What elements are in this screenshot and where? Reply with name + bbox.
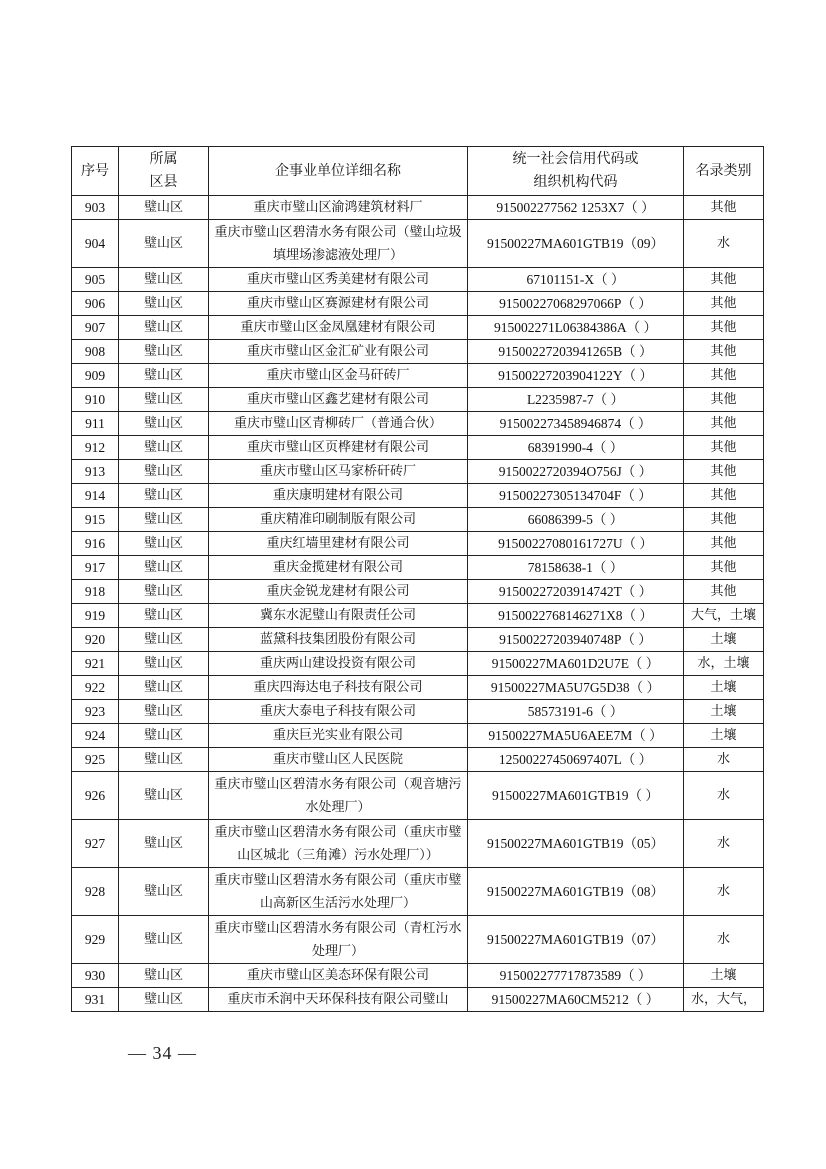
cell-code: 915002277717873589（ ） (468, 964, 684, 988)
cell-name: 重庆市璧山区青柳砖厂（普通合伙） (209, 412, 468, 436)
cell-county: 璧山区 (119, 676, 209, 700)
cell-name: 重庆金揽建材有限公司 (209, 556, 468, 580)
cell-code: 91500227MA601GTB19（08） (468, 868, 684, 916)
cell-no: 913 (72, 460, 119, 484)
cell-code: 91500227MA601GTB19（ ） (468, 772, 684, 820)
cell-no: 919 (72, 604, 119, 628)
cell-category: 其他 (684, 196, 764, 220)
cell-code: 915002277562 1253X7（ ） (468, 196, 684, 220)
cell-no: 915 (72, 508, 119, 532)
cell-name: 重庆两山建设投资有限公司 (209, 652, 468, 676)
cell-no: 909 (72, 364, 119, 388)
table-row (72, 556, 764, 580)
cell-county: 璧山区 (119, 964, 209, 988)
cell-county: 璧山区 (119, 316, 209, 340)
cell-county: 璧山区 (119, 580, 209, 604)
cell-category: 其他 (684, 388, 764, 412)
table-body (72, 196, 764, 1012)
cell-no: 925 (72, 748, 119, 772)
header-category: 名录类别 (684, 147, 764, 196)
cell-category: 水，土壤 (684, 652, 764, 676)
cell-category: 其他 (684, 316, 764, 340)
table-row (72, 436, 764, 460)
cell-name: 重庆市璧山区人民医院 (209, 748, 468, 772)
cell-category: 土壤 (684, 628, 764, 652)
cell-code: 68391990-4（ ） (468, 436, 684, 460)
cell-name: 重庆巨光实业有限公司 (209, 724, 468, 748)
cell-no: 908 (72, 340, 119, 364)
header-no: 序号 (72, 147, 119, 196)
page-number: — 34 — (128, 1043, 197, 1063)
cell-no: 929 (72, 916, 119, 964)
table-row (72, 220, 764, 268)
cell-code: 91500227080161727U（ ） (468, 532, 684, 556)
cell-category: 其他 (684, 556, 764, 580)
cell-category: 其他 (684, 268, 764, 292)
table-row (72, 820, 764, 868)
cell-name: 重庆市璧山区渝鸿建筑材料厂 (209, 196, 468, 220)
table-row (72, 772, 764, 820)
cell-name: 重庆康明建材有限公司 (209, 484, 468, 508)
header-row (72, 147, 764, 196)
header-code (468, 147, 684, 196)
cell-no: 903 (72, 196, 119, 220)
cell-county: 璧山区 (119, 220, 209, 268)
cell-code: 91500227203940748P（ ） (468, 628, 684, 652)
header-name: 企事业单位详细名称 (209, 147, 468, 196)
cell-name: 重庆市璧山区赛源建材有限公司 (209, 292, 468, 316)
cell-county: 璧山区 (119, 628, 209, 652)
table-row (72, 988, 764, 1012)
cell-name: 重庆市璧山区马家桥矸砖厂 (209, 460, 468, 484)
table-row (72, 868, 764, 916)
cell-category: 其他 (684, 508, 764, 532)
cell-no: 930 (72, 964, 119, 988)
cell-no: 928 (72, 868, 119, 916)
cell-code: 9150022720394O756J（ ） (468, 460, 684, 484)
table-row (72, 916, 764, 964)
cell-code: 91500227068297066P（ ） (468, 292, 684, 316)
cell-category: 其他 (684, 412, 764, 436)
cell-county: 璧山区 (119, 772, 209, 820)
cell-name: 冀东水泥璧山有限责任公司 (209, 604, 468, 628)
cell-county: 璧山区 (119, 868, 209, 916)
cell-name: 重庆市璧山区碧清水务有限公司（重庆市璧山高新区生活污水处理厂） (209, 868, 468, 916)
cell-no: 923 (72, 700, 119, 724)
cell-code: 91500227MA5U7G5D38（ ） (468, 676, 684, 700)
cell-name: 重庆市璧山区美态环保有限公司 (209, 964, 468, 988)
cell-name: 重庆市璧山区页桦建材有限公司 (209, 436, 468, 460)
cell-code: 91500227203904122Y（ ） (468, 364, 684, 388)
cell-county: 璧山区 (119, 700, 209, 724)
cell-name: 重庆红墙里建材有限公司 (209, 532, 468, 556)
cell-no: 906 (72, 292, 119, 316)
cell-name: 重庆市禾润中天环保科技有限公司璧山 (209, 988, 468, 1012)
cell-no: 927 (72, 820, 119, 868)
cell-category: 水 (684, 748, 764, 772)
cell-no: 916 (72, 532, 119, 556)
cell-no: 904 (72, 220, 119, 268)
table-row (72, 292, 764, 316)
table-row (72, 676, 764, 700)
table (71, 146, 764, 1012)
cell-county: 璧山区 (119, 724, 209, 748)
cell-code: 91500227203941265B（ ） (468, 340, 684, 364)
cell-no: 907 (72, 316, 119, 340)
cell-category: 其他 (684, 532, 764, 556)
cell-name: 重庆市璧山区金凤凰建材有限公司 (209, 316, 468, 340)
cell-county: 璧山区 (119, 508, 209, 532)
cell-no: 924 (72, 724, 119, 748)
cell-code: 915002273458946874（ ） (468, 412, 684, 436)
header-code-line1: 统一社会信用代码或 (512, 151, 639, 167)
cell-name: 重庆四海达电子科技有限公司 (209, 676, 468, 700)
cell-name: 重庆市璧山区金马矸砖厂 (209, 364, 468, 388)
cell-category: 其他 (684, 292, 764, 316)
header-county-line1: 所属 (149, 151, 178, 167)
cell-county: 璧山区 (119, 268, 209, 292)
cell-no: 910 (72, 388, 119, 412)
cell-category: 其他 (684, 340, 764, 364)
cell-category: 水 (684, 820, 764, 868)
cell-code: 58573191-6（ ） (468, 700, 684, 724)
table-row (72, 316, 764, 340)
cell-name: 重庆市璧山区碧清水务有限公司（重庆市璧山区城北（三角滩）污水处理厂）） (209, 820, 468, 868)
table-row (72, 268, 764, 292)
cell-name: 重庆市璧山区碧清水务有限公司（观音塘污水处理厂） (209, 772, 468, 820)
cell-county: 璧山区 (119, 556, 209, 580)
cell-name: 重庆市璧山区鑫艺建材有限公司 (209, 388, 468, 412)
cell-category: 土壤 (684, 724, 764, 748)
cell-name: 蓝黛科技集团股份有限公司 (209, 628, 468, 652)
cell-category: 其他 (684, 364, 764, 388)
cell-category: 水 (684, 916, 764, 964)
table-row (72, 700, 764, 724)
cell-county: 璧山区 (119, 460, 209, 484)
cell-category: 其他 (684, 460, 764, 484)
table-row (72, 604, 764, 628)
cell-code: 12500227450697407L（ ） (468, 748, 684, 772)
cell-no: 926 (72, 772, 119, 820)
cell-category: 大气，土壤 (684, 604, 764, 628)
table-row (72, 340, 764, 364)
cell-no: 917 (72, 556, 119, 580)
cell-county: 璧山区 (119, 436, 209, 460)
cell-no: 905 (72, 268, 119, 292)
table-row (72, 196, 764, 220)
cell-code: 78158638-1（ ） (468, 556, 684, 580)
table-row (72, 388, 764, 412)
cell-county: 璧山区 (119, 196, 209, 220)
cell-code: 91500227MA601GTB19（05） (468, 820, 684, 868)
cell-code: 9150022768146271X8（ ） (468, 604, 684, 628)
cell-no: 921 (72, 652, 119, 676)
cell-county: 璧山区 (119, 604, 209, 628)
cell-county: 璧山区 (119, 484, 209, 508)
cell-name: 重庆大泰电子科技有限公司 (209, 700, 468, 724)
table-row (72, 628, 764, 652)
cell-name: 重庆金锐龙建材有限公司 (209, 580, 468, 604)
cell-county: 璧山区 (119, 652, 209, 676)
cell-no: 912 (72, 436, 119, 460)
table-row (72, 412, 764, 436)
table-row (72, 532, 764, 556)
cell-county: 璧山区 (119, 292, 209, 316)
cell-code: 91500227MA5U6AEE7M（ ） (468, 724, 684, 748)
cell-code: L2235987-7（ ） (468, 388, 684, 412)
cell-no: 918 (72, 580, 119, 604)
cell-code: 91500227MA601GTB19（09） (468, 220, 684, 268)
cell-no: 931 (72, 988, 119, 1012)
header-code-line2: 组织机构代码 (533, 174, 618, 190)
cell-county: 璧山区 (119, 364, 209, 388)
table-row (72, 724, 764, 748)
header-county-line2: 区县 (149, 174, 178, 190)
cell-category: 水 (684, 772, 764, 820)
cell-name: 重庆精准印刷制版有限公司 (209, 508, 468, 532)
cell-code: 915002271L06384386A（ ） (468, 316, 684, 340)
cell-category: 其他 (684, 484, 764, 508)
cell-county: 璧山区 (119, 916, 209, 964)
cell-category: 其他 (684, 436, 764, 460)
cell-no: 920 (72, 628, 119, 652)
cell-name: 重庆市璧山区秀美建材有限公司 (209, 268, 468, 292)
cell-category: 土壤 (684, 700, 764, 724)
table-row (72, 508, 764, 532)
cell-name: 重庆市璧山区金汇矿业有限公司 (209, 340, 468, 364)
cell-code: 91500227MA601D2U7E（ ） (468, 652, 684, 676)
cell-code: 67101151-X（ ） (468, 268, 684, 292)
cell-no: 911 (72, 412, 119, 436)
cell-no: 914 (72, 484, 119, 508)
cell-name: 重庆市璧山区碧清水务有限公司（青杠污水处理厂） (209, 916, 468, 964)
cell-county: 璧山区 (119, 340, 209, 364)
cell-category: 土壤 (684, 676, 764, 700)
cell-name: 重庆市璧山区碧清水务有限公司（璧山垃圾填埋场渗滤液处理厂） (209, 220, 468, 268)
cell-county: 璧山区 (119, 532, 209, 556)
table-row (72, 964, 764, 988)
cell-code: 91500227MA601GTB19（07） (468, 916, 684, 964)
cell-county: 璧山区 (119, 988, 209, 1012)
cell-code: 91500227203914742T（ ） (468, 580, 684, 604)
cell-category: 其他 (684, 580, 764, 604)
header-county (119, 147, 209, 196)
cell-category: 土壤 (684, 964, 764, 988)
table-row (72, 364, 764, 388)
table-row (72, 580, 764, 604)
cell-no: 922 (72, 676, 119, 700)
table-row (72, 484, 764, 508)
table-row (72, 460, 764, 484)
cell-category: 水 (684, 220, 764, 268)
cell-category: 水 (684, 868, 764, 916)
cell-category: 水，大气， (684, 988, 764, 1012)
cell-county: 璧山区 (119, 820, 209, 868)
cell-code: 66086399-5（ ） (468, 508, 684, 532)
cell-code: 91500227MA60CM5212（ ） (468, 988, 684, 1012)
table-row (72, 748, 764, 772)
enterprise-list-table (71, 146, 763, 1012)
cell-county: 璧山区 (119, 388, 209, 412)
cell-county: 璧山区 (119, 748, 209, 772)
cell-code: 91500227305134704F（ ） (468, 484, 684, 508)
cell-county: 璧山区 (119, 412, 209, 436)
table-row (72, 652, 764, 676)
